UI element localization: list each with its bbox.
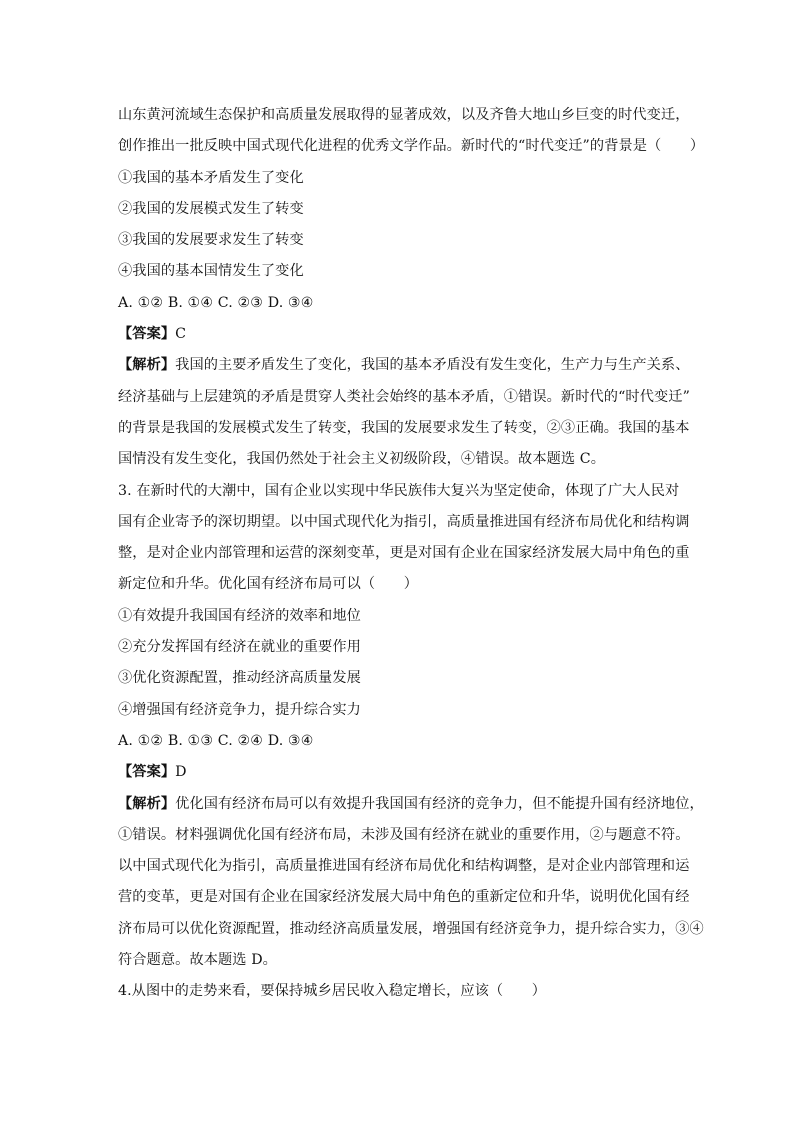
question-3-analysis-line-6: 符合题意。故本题选 D。 xyxy=(118,952,277,969)
question-3-analysis-line-5: 济布局可以优化资源配置，推动经济高质量发展，增强国有经济竞争力，提升综合实力，③④ xyxy=(118,920,704,937)
answer-tag: 【答案】 xyxy=(118,326,176,343)
question-2-option-2: ②我国的发展模式发生了转变 xyxy=(118,200,304,217)
analysis-tag: 【解析】 xyxy=(118,795,176,812)
analysis-tag: 【解析】 xyxy=(118,357,176,374)
question-3-analysis-line-3: 以中国式现代化为指引，高质量推进国有经济布局优化和结构调整，是对企业内部管理和运 xyxy=(118,858,690,875)
question-2-option-4: ④我国的基本国情发生了变化 xyxy=(118,263,304,280)
question-3-stem-line-1: 3. 在新时代的大潮中，国有企业以实现中华民族伟大复兴为坚定使命，体现了广大人民对 xyxy=(118,482,680,499)
question-3-answer xyxy=(118,757,678,788)
question-3-choices: A. ①② B. ①③ C. ②④ D. ③④ xyxy=(118,732,314,749)
analysis-text: 优化国有经济布局可以有效提升我国国有经济的竞争力，但不能提升国有经济地位， xyxy=(175,795,704,812)
question-3-analysis-line-4: 营的变革，更是对国有企业在国家经济发展大局中角色的重新定位和升华，说明优化国有经 xyxy=(118,889,690,906)
question-2-analysis-line-2: 经济基础与上层建筑的矛盾是贯穿人类社会始终的基本矛盾，①错误。新时代的“时代变迁” xyxy=(118,388,690,405)
question-3-option-1: ①有效提升我国国有经济的效率和地位 xyxy=(118,607,361,624)
analysis-text: 我国的主要矛盾发生了变化，我国的基本矛盾没有发生变化，生产力与生产关系、 xyxy=(175,357,690,374)
question-2-analysis-line-1 xyxy=(118,350,690,381)
answer-value: C xyxy=(175,326,187,343)
question-2-stem-line-2: 创作推出一批反映中国式现代化进程的优秀文学作品。新时代的“时代变迁”的背景是（ ） xyxy=(118,138,705,155)
question-2-analysis-line-3: 的背景是我国的发展模式发生了转变，我国的发展要求发生了转变，②③正确。我国的基本 xyxy=(118,419,690,436)
question-3-stem-line-4: 新定位和升华。优化国有经济布局可以（ ） xyxy=(118,576,419,593)
answer-tag: 【答案】 xyxy=(118,764,176,781)
question-2-option-3: ③我国的发展要求发生了转变 xyxy=(118,232,304,249)
question-3-option-4: ④增强国有经济竞争力，提升综合实力 xyxy=(118,701,361,718)
question-2-analysis-line-4: 国情没有发生变化，我国仍然处于社会主义初级阶段，④错误。故本题选 C。 xyxy=(118,451,606,468)
question-2-answer xyxy=(118,319,678,350)
question-3-analysis-line-2: ①错误。材料强调优化国有经济布局，未涉及国有经济在就业的重要作用，②与题意不符。 xyxy=(118,826,690,843)
question-3-stem-line-3: 整，是对企业内部管理和运营的深刻变革，更是对国有企业在国家经济发展大局中角色的重 xyxy=(118,545,690,562)
question-2-choices: A. ①② B. ①④ C. ②③ D. ③④ xyxy=(118,294,314,311)
question-4-stem: 4.从图中的走势来看，要保持城乡居民收入稳定增长，应该（ ） xyxy=(118,983,547,1000)
question-3-analysis-line-1 xyxy=(118,789,704,820)
question-2-stem-line-1: 山东黄河流域生态保护和高质量发展取得的显著成效，以及齐鲁大地山乡巨变的时代变迁， xyxy=(118,107,690,123)
document-content xyxy=(118,100,705,1008)
answer-value: D xyxy=(175,764,187,781)
question-3-option-3: ③优化资源配置，推动经济高质量发展 xyxy=(118,670,361,687)
question-3-stem-line-2: 国有企业寄予的深切期望。以中国式现代化为指引，高质量推进国有经济布局优化和结构调 xyxy=(118,513,690,530)
question-3-option-2: ②充分发挥国有经济在就业的重要作用 xyxy=(118,639,361,656)
question-2-option-1: ①我国的基本矛盾发生了变化 xyxy=(118,169,304,186)
